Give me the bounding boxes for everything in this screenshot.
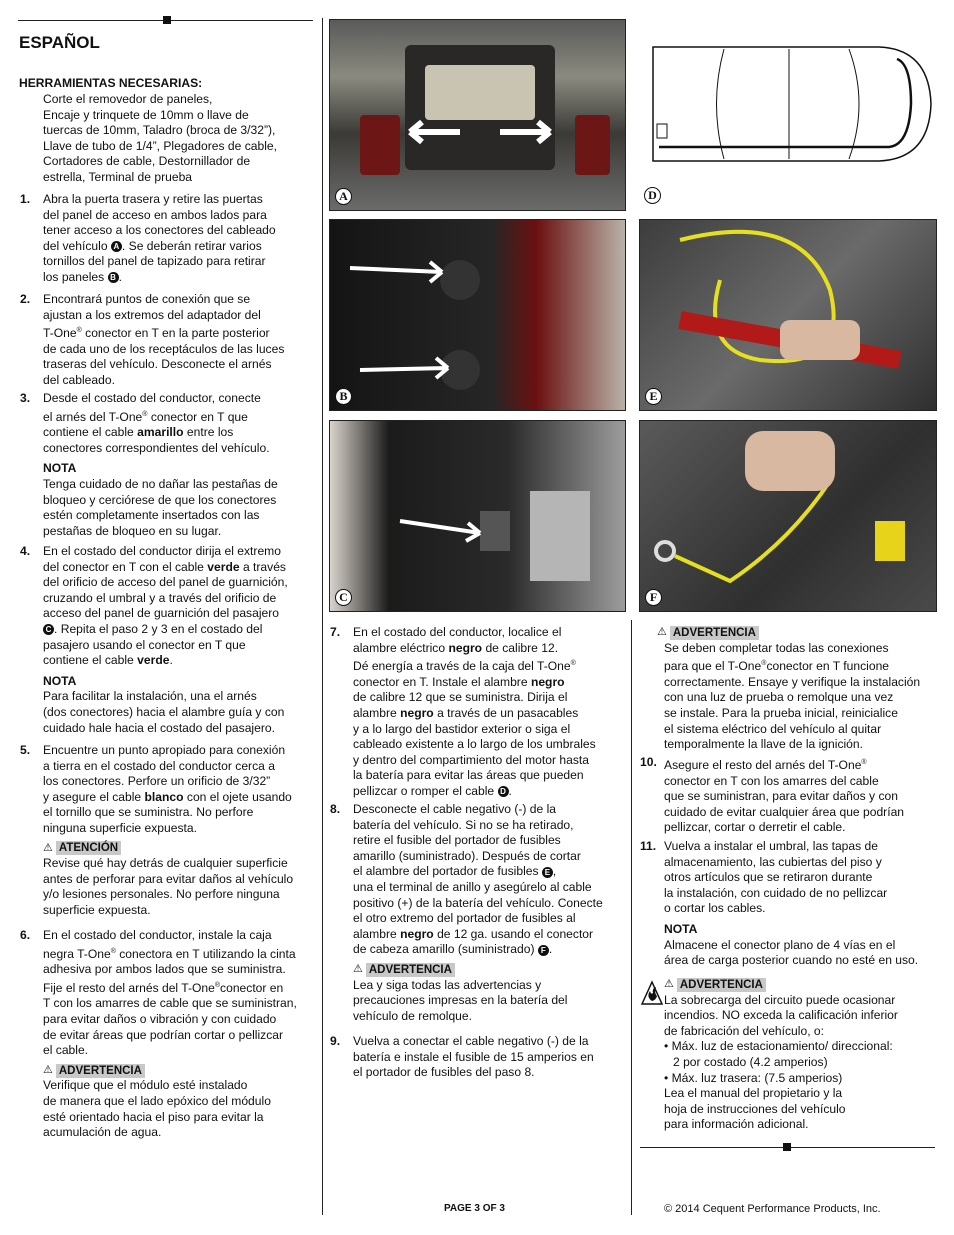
tools-line: tuercas de 10mm, Taladro (broca de 3/32”), bbox=[43, 123, 276, 138]
note-line: (dos conectores) hacia el alambre guía y con bbox=[43, 704, 285, 719]
note-heading: NOTA bbox=[43, 673, 77, 688]
step-line: que se suministran, para evitar daños y con bbox=[664, 789, 898, 804]
warning-line: • Máx. luz trasera: (7.5 amperios) bbox=[664, 1070, 843, 1085]
step-line: cruzando el umbral y a través del orificio de bbox=[43, 590, 277, 605]
arrow-icon bbox=[330, 421, 625, 611]
ref-f-icon: F bbox=[538, 945, 549, 956]
warning-triangle-icon: ⚠ bbox=[664, 978, 674, 990]
figure-tag-a: A bbox=[335, 188, 352, 205]
step-number: 3. bbox=[20, 391, 31, 405]
note-line: Almacene el conector plano de 4 vías en el bbox=[664, 937, 896, 952]
step-line: los conectores. Perfore un orificio de 3/32” bbox=[43, 774, 271, 789]
ref-b-icon: B bbox=[108, 272, 119, 283]
warning-line: y/o lesiones personales. No perfore ninguna bbox=[43, 887, 280, 902]
step-number: 9. bbox=[330, 1034, 341, 1048]
warning-line: Se deben completar todas las conexiones bbox=[664, 640, 889, 655]
step-line: retire el fusible del portador de fusibles bbox=[353, 833, 561, 848]
step-line: y a lo largo del bastidor exterior o siga el bbox=[353, 721, 571, 736]
warning-label: ⚠ ADVERTENCIA bbox=[657, 625, 759, 641]
step-line: y asegure el cable blanco con el ojete usando bbox=[43, 789, 292, 804]
step-line: alambre eléctrico negro de calibre 12. bbox=[353, 640, 559, 655]
step-line: de cabeza amarillo (suministrado) F . bbox=[353, 942, 553, 957]
warning-line: de manera que el lado epóxico del módulo bbox=[43, 1094, 271, 1108]
step-line: Encontrará puntos de conexión que se bbox=[43, 292, 251, 306]
step-line: negra T-One® conectora en T utilizando la cinta bbox=[43, 946, 296, 961]
figure-tag-f: F bbox=[645, 589, 662, 606]
step-line: En el costado del conductor, localice el bbox=[353, 625, 562, 639]
step-line: adhesiva por ambos lados que se suministra. bbox=[43, 962, 286, 977]
step-line: alambre negro de 12 ga. usando el conector bbox=[353, 926, 594, 941]
step-number: 4. bbox=[20, 544, 31, 558]
step-line: ajustan a los extremos del adaptador del bbox=[43, 307, 261, 322]
step-line: cableado existente a lo largo de los umbrales bbox=[353, 737, 596, 752]
step-line: acceso del panel de guarnición del pasajero bbox=[43, 606, 279, 621]
warning-line: La sobrecarga del circuito puede ocasionar bbox=[664, 992, 896, 1007]
step-line: Vuelva a instalar el umbral, las tapas de bbox=[664, 839, 878, 853]
step-line: el alambre del portador de fusibles E , bbox=[353, 864, 557, 879]
warning-line: precauciones impresas en la batería del bbox=[353, 993, 568, 1008]
step-line: Dé energía a través de la caja del T-One® bbox=[353, 659, 576, 674]
step-line: conectores correspondientes del vehículo. bbox=[43, 440, 270, 455]
step-line: otros artículos que se retiraron durante bbox=[664, 870, 873, 885]
step-number: 1. bbox=[20, 192, 31, 206]
page-title: ESPAÑOL bbox=[19, 33, 100, 52]
photo-a-cargo-area bbox=[329, 19, 626, 211]
step-line: tornillos del panel de tapizado para retirar bbox=[43, 254, 266, 269]
photo-c-t-connector bbox=[329, 420, 626, 612]
step-line: En el costado del conductor dirija el extremo bbox=[43, 544, 281, 558]
photo-e-cutting-wire bbox=[639, 219, 937, 411]
note-line: Tenga cuidado de no dañar las pestañas de bbox=[43, 477, 278, 491]
step-number: 7. bbox=[330, 625, 341, 639]
step-line: de cada uno de los receptáculos de las luces bbox=[43, 341, 285, 356]
step-line: batería del vehículo. Si no se ha retirado, bbox=[353, 817, 574, 832]
step-line: del conector en T con el cable verde a través bbox=[43, 559, 286, 574]
note-line: área de carga posterior cuando no esté en uso. bbox=[664, 953, 919, 968]
step-line: el arnés del T-One® conector en T que bbox=[43, 409, 248, 424]
step-number: 10. bbox=[640, 755, 657, 769]
step-line: contiene el cable amarillo entre los bbox=[43, 425, 234, 440]
step-line: ninguna superficie expuesta. bbox=[43, 820, 197, 835]
ref-a-icon: A bbox=[111, 241, 122, 252]
step-line: batería e instale el fusible de 15 amperios en bbox=[353, 1049, 594, 1064]
warning-line: se instale. Para la prueba inicial, reinicialice bbox=[664, 706, 898, 720]
step-line: Asegure el resto del arnés del T-One® bbox=[664, 758, 867, 773]
warning-line: Lea el manual del propietario y la bbox=[664, 1086, 843, 1101]
note-line: estén completamente insertados con las bbox=[43, 508, 260, 523]
warning-label: ⚠ ADVERTENCIA bbox=[664, 977, 766, 993]
step-line: pasajero usando el conector en T que bbox=[43, 637, 246, 652]
step-line: C . Repita el paso 2 y 3 en el costado del bbox=[43, 622, 323, 638]
warning-line: de fabricación del vehículo, o: bbox=[664, 1023, 825, 1038]
step-line: Abra la puerta trasera y retire las puertas bbox=[43, 192, 263, 206]
step-number: 2. bbox=[20, 292, 31, 306]
step-line: del panel de acceso en ambos lados para bbox=[43, 207, 267, 222]
step-line: y dentro del compartimiento del motor hasta bbox=[353, 752, 589, 767]
step-line: el tornillo que se suministra. No perfore bbox=[43, 805, 254, 820]
warning-line: hoja de instrucciones del vehículo bbox=[664, 1101, 846, 1116]
photo-b-panel-screws bbox=[329, 219, 626, 411]
step-line: a tierra en el costado del conductor cerca a bbox=[43, 758, 275, 773]
step-line: para evitar daños o vibración y con cuidado bbox=[43, 1012, 277, 1027]
warning-line: para información adicional. bbox=[664, 1117, 809, 1132]
step-line: el portador de fusibles del paso 8. bbox=[353, 1065, 535, 1080]
step-line: amarillo (suministrado). Después de cortar bbox=[353, 848, 581, 863]
warning-triangle-icon: ⚠ bbox=[43, 1063, 53, 1076]
warning-line: vehículo de remolque. bbox=[353, 1008, 472, 1023]
step-line: alambre negro a través de un pasacables bbox=[353, 706, 579, 720]
ref-e-icon: E bbox=[542, 867, 553, 878]
figure-tag-b: B bbox=[335, 388, 352, 405]
step-number: 8. bbox=[330, 802, 341, 816]
figure-tag-e: E bbox=[645, 388, 662, 405]
step-line: la batería para evitar las áreas que pueden bbox=[353, 768, 584, 783]
tools-line: Cortadores de cable, Destornillador de bbox=[43, 154, 251, 169]
warning-triangle-icon: ⚠ bbox=[43, 841, 53, 854]
step-line: Encuentre un punto apropiado para conexión bbox=[43, 743, 286, 757]
ref-d-icon: D bbox=[498, 786, 509, 797]
warning-triangle-icon: ⚠ bbox=[353, 962, 363, 975]
tools-list bbox=[43, 92, 318, 186]
step-line: la instalación, con cuidado de no pellizcar bbox=[664, 885, 888, 900]
step-line: conector en T. Instale el alambre negro bbox=[353, 674, 565, 689]
warning-line: Lea y siga todas las advertencias y bbox=[353, 977, 542, 992]
warning-triangle-icon: ⚠ bbox=[657, 626, 667, 638]
note-line: pestañas de bloqueo en su lugar. bbox=[43, 523, 222, 538]
warning-line: correctamente. Ensaye y verifique la instalación bbox=[664, 674, 921, 689]
tools-heading: HERRAMIENTAS NECESARIAS: bbox=[19, 76, 203, 90]
warning-line: temporalmente la llave de la ignición. bbox=[664, 737, 863, 752]
step-number: 5. bbox=[20, 743, 31, 757]
step-line: Desconecte el cable negativo (-) de la bbox=[353, 802, 557, 816]
step-line: cuidado de evitar cualquier área que podrían bbox=[664, 804, 905, 819]
step-line: tener acceso a los conectores del cableado bbox=[43, 223, 276, 238]
step-line: los paneles B . bbox=[43, 269, 122, 284]
step-line: del vehículo A . Se deberán retirar varios bbox=[43, 238, 262, 253]
step-line: o cortar los cables. bbox=[664, 901, 766, 916]
tools-line: Llave de tubo de 1/4”, Plegadores de cable, bbox=[43, 138, 277, 153]
step-line: pellizcar o romper el cable D . bbox=[353, 783, 512, 798]
warning-line: esté orientado hacia el piso para evitar la bbox=[43, 1109, 264, 1124]
ref-c-icon: C bbox=[43, 624, 54, 635]
step-line: una el terminal de anillo y asegúrelo al cable bbox=[353, 879, 592, 894]
diagram-d-vehicle-routing bbox=[639, 19, 935, 209]
tools-line: estrella, Terminal de prueba bbox=[43, 169, 193, 184]
step-line: de evitar áreas que podrían cortar o pellizcar bbox=[43, 1027, 283, 1042]
step-line: contiene el cable verde. bbox=[43, 653, 173, 668]
warning-line: antes de perforar para evitar daños al vehículo bbox=[43, 871, 294, 886]
warning-line: • Máx. luz de estacionamiento/ direccional: bbox=[664, 1039, 893, 1054]
step-line: Fije el resto del arnés del T-One®conector en bbox=[43, 980, 284, 995]
photo-f-ring-terminal bbox=[639, 420, 937, 612]
arrows-icon bbox=[330, 20, 625, 210]
fire-warning-icon bbox=[640, 978, 664, 1006]
step-line: el otro extremo del portador de fusibles al bbox=[353, 911, 576, 926]
figure-tag-c: C bbox=[335, 589, 352, 606]
step-line: traseras del vehículo. Desconecte el arnés bbox=[43, 357, 272, 372]
tools-line: Encaje y trinquete de 10mm o llave de bbox=[43, 107, 249, 122]
step-line: conector en T con los amarres del cable bbox=[664, 773, 879, 788]
warning-label: ⚠ ADVERTENCIA bbox=[353, 962, 455, 978]
step-line: del cableado. bbox=[43, 373, 115, 387]
wire-cutters-icon bbox=[640, 220, 936, 410]
warning-label: ⚠ ADVERTENCIA bbox=[43, 1063, 145, 1079]
tools-line: Corte el removedor de paneles, bbox=[43, 92, 213, 106]
step-line: el cable. bbox=[43, 1043, 89, 1058]
warning-line: incendios. NO exceda la calificación inferior bbox=[664, 1008, 898, 1023]
fuse-holder-icon bbox=[640, 421, 936, 611]
warning-line: el sistema eléctrico del vehículo al quitar bbox=[664, 721, 882, 736]
warning-line: con una luz de prueba o remolque una vez bbox=[664, 690, 894, 705]
warning-connections bbox=[657, 624, 942, 753]
step-line: Vuelva a conectar el cable negativo (-) de la bbox=[353, 1034, 589, 1048]
top-rule-marker-left bbox=[163, 16, 171, 24]
step-line: T-One® conector en T en la parte posterior bbox=[43, 326, 270, 341]
step-number: 6. bbox=[20, 928, 31, 942]
caution-label: ⚠ ATENCIÓN bbox=[43, 841, 121, 857]
step-line: Desde el costado del conductor, conecte bbox=[43, 391, 261, 405]
page-number: PAGE 3 OF 3 bbox=[444, 1203, 505, 1214]
vehicle-outline-icon bbox=[639, 19, 935, 209]
step-line: del orificio de acceso del panel de guarnición, bbox=[43, 575, 288, 590]
note-line: Para facilitar la instalación, una el arnés bbox=[43, 689, 257, 704]
warning-line: 2 por costado (4.2 amperios) bbox=[673, 1054, 828, 1069]
step-number: 11. bbox=[640, 839, 657, 853]
warning-line: para que el T-One®conector en T funcione bbox=[664, 659, 890, 674]
warning-line: acumulación de agua. bbox=[43, 1125, 162, 1140]
bottom-rule-marker-right bbox=[783, 1143, 791, 1151]
step-line: de calibre 12 que se suministra. Dirija el bbox=[353, 690, 568, 705]
warning-line: Verifique que el módulo esté instalado bbox=[43, 1078, 248, 1093]
step-line: En el costado del conductor, instale la caja bbox=[43, 928, 272, 942]
note-heading: NOTA bbox=[43, 461, 77, 476]
step-line: almacenamiento, las cubiertas del piso y bbox=[664, 854, 882, 869]
arrows-icon bbox=[330, 220, 625, 410]
step-line: pellizcar, cortar o derretir el cable. bbox=[664, 820, 846, 835]
note-heading: NOTA bbox=[664, 921, 698, 936]
figure-tag-d: D bbox=[644, 187, 661, 204]
step-line: positivo (+) de la batería del vehículo. Conecte bbox=[353, 895, 603, 910]
copyright: © 2014 Cequent Performance Products, Inc. bbox=[664, 1203, 881, 1215]
warning-line: Revise qué hay detrás de cualquier superficie bbox=[43, 856, 288, 871]
note-line: cuidado hale hacia el costado del pasajero. bbox=[43, 720, 275, 735]
step-line: T con los amarres de cable que se suministran, bbox=[43, 996, 297, 1011]
note-line: bloqueo y cerciórese de que los conectores bbox=[43, 492, 277, 507]
warning-line: superficie expuesta. bbox=[43, 902, 151, 917]
